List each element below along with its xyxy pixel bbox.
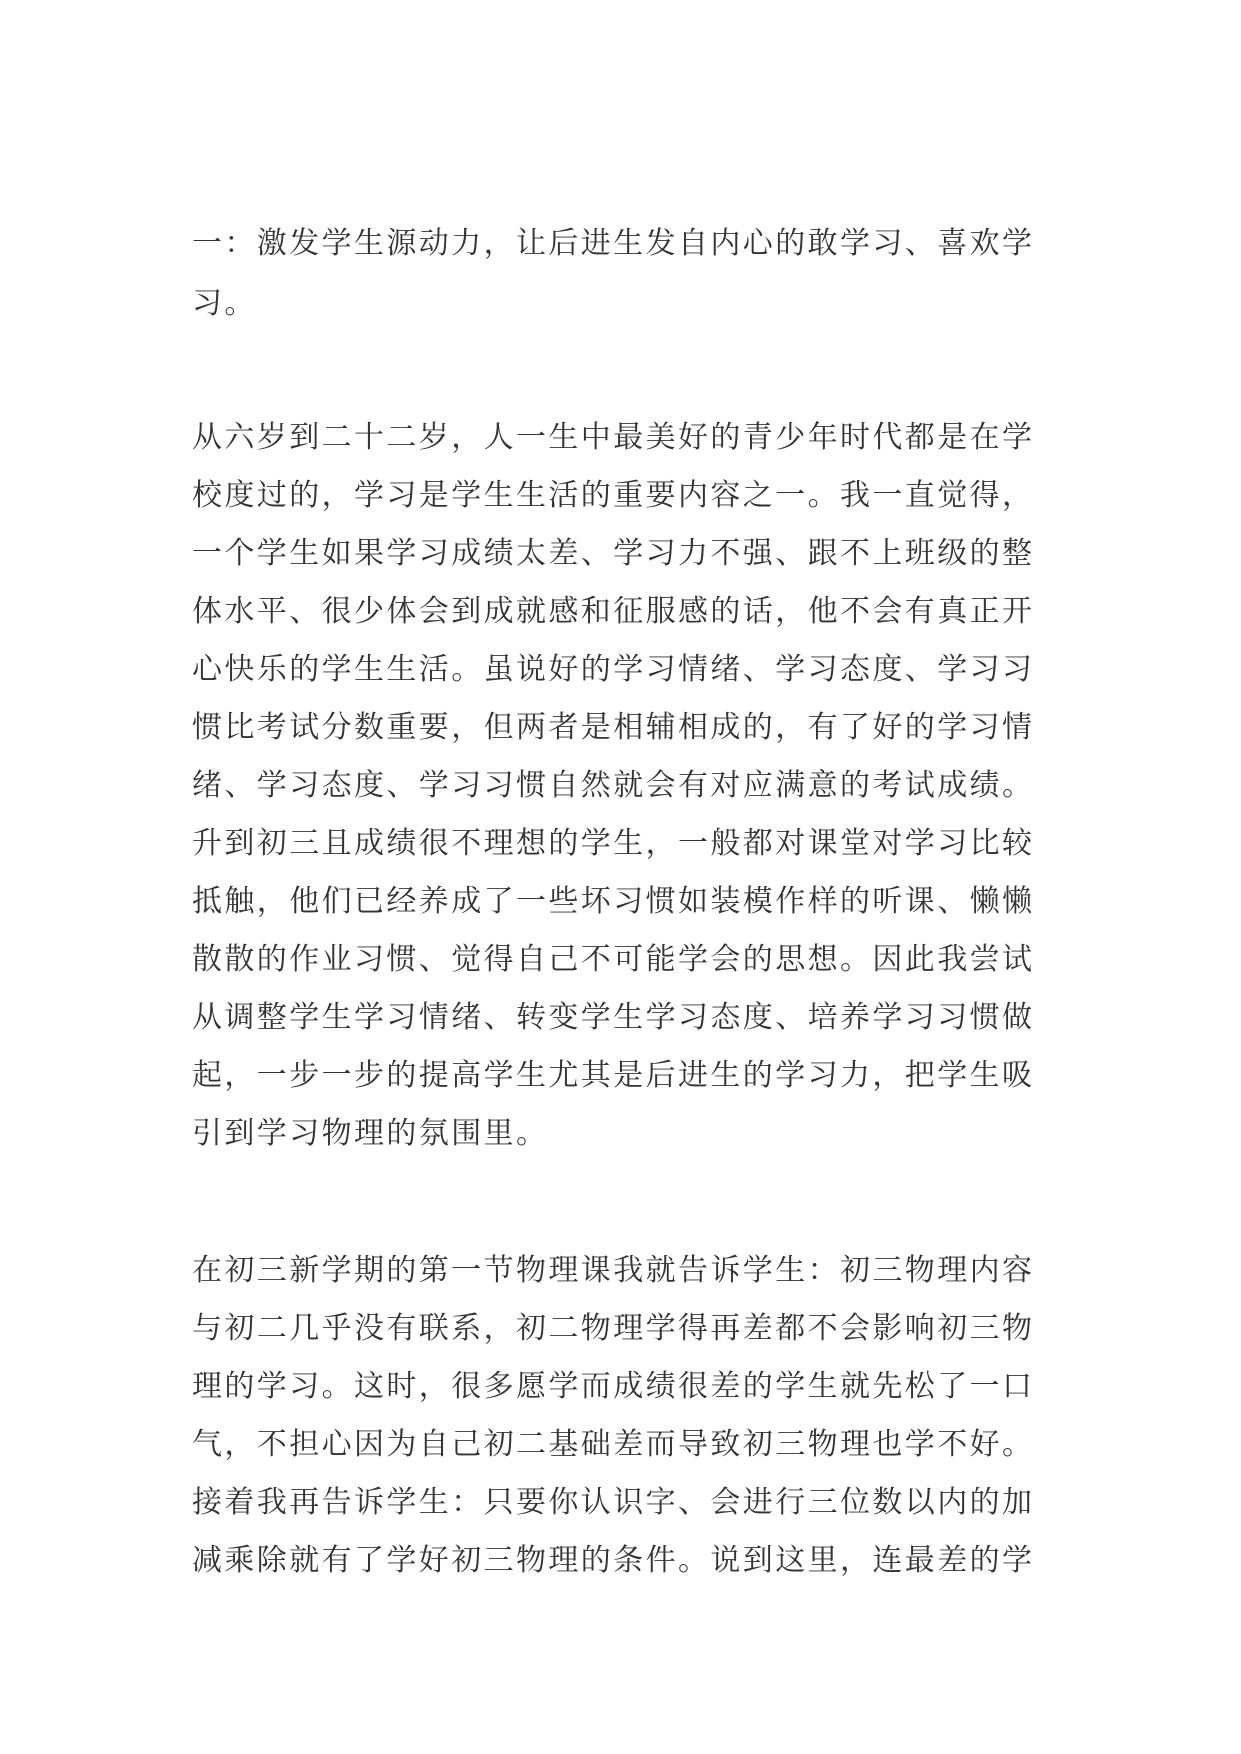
text-line: 体水平、很少体会到成就感和征服感的话，他不会有真正开 xyxy=(192,594,1035,629)
text-line: 绪、学习态度、学习习惯自然就会有对应满意的考试成绩。 xyxy=(192,768,1035,803)
text-line: 气，不担心因为自己初二基础差而导致初三物理也学不好。 xyxy=(192,1427,1035,1462)
text-line: 惯比考试分数重要，但两者是相辅相成的，有了好的学习情 xyxy=(192,710,1035,745)
text-line: 一：激发学生源动力，让后进生发自内心的敢学习、喜欢学 xyxy=(192,226,1035,261)
text-line: 与初二几乎没有联系，初二物理学得再差都不会影响初三物 xyxy=(192,1311,1035,1346)
text-line: 心快乐的学生生活。虽说好的学习情绪、学习态度、学习习 xyxy=(192,652,1035,687)
text-line: 抵触，他们已经养成了一些坏习惯如装模作样的听课、懒懒 xyxy=(192,884,1035,919)
text-line: 减乘除就有了学好初三物理的条件。说到这里，连最差的学 xyxy=(192,1543,1035,1578)
text-line: 理的学习。这时，很多愿学而成绩很差的学生就先松了一口 xyxy=(192,1369,1035,1404)
text-line: 起，一步一步的提高学生尤其是后进生的学习力，把学生吸 xyxy=(192,1058,1035,1093)
text-line: 升到初三且成绩很不理想的学生，一般都对课堂对学习比较 xyxy=(192,826,1035,861)
text-line: 引到学习物理的氛围里。 xyxy=(192,1116,549,1151)
text-line: 在初三新学期的第一节物理课我就告诉学生：初三物理内容 xyxy=(192,1253,1035,1288)
text-line: 习。 xyxy=(192,286,257,321)
text-line: 校度过的，学习是学生生活的重要内容之一。我一直觉得， xyxy=(192,478,1035,513)
text-line: 接着我再告诉学生：只要你认识字、会进行三位数以内的加 xyxy=(192,1485,1035,1520)
text-line: 从六岁到二十二岁，人一生中最美好的青少年时代都是在学 xyxy=(192,420,1035,455)
text-line: 从调整学生学习情绪、转变学生学习态度、培养学习习惯做 xyxy=(192,1000,1035,1035)
text-line: 散散的作业习惯、觉得自己不可能学会的思想。因此我尝试 xyxy=(192,942,1035,977)
text-line: 一个学生如果学习成绩太差、学习力不强、跟不上班级的整 xyxy=(192,536,1035,571)
